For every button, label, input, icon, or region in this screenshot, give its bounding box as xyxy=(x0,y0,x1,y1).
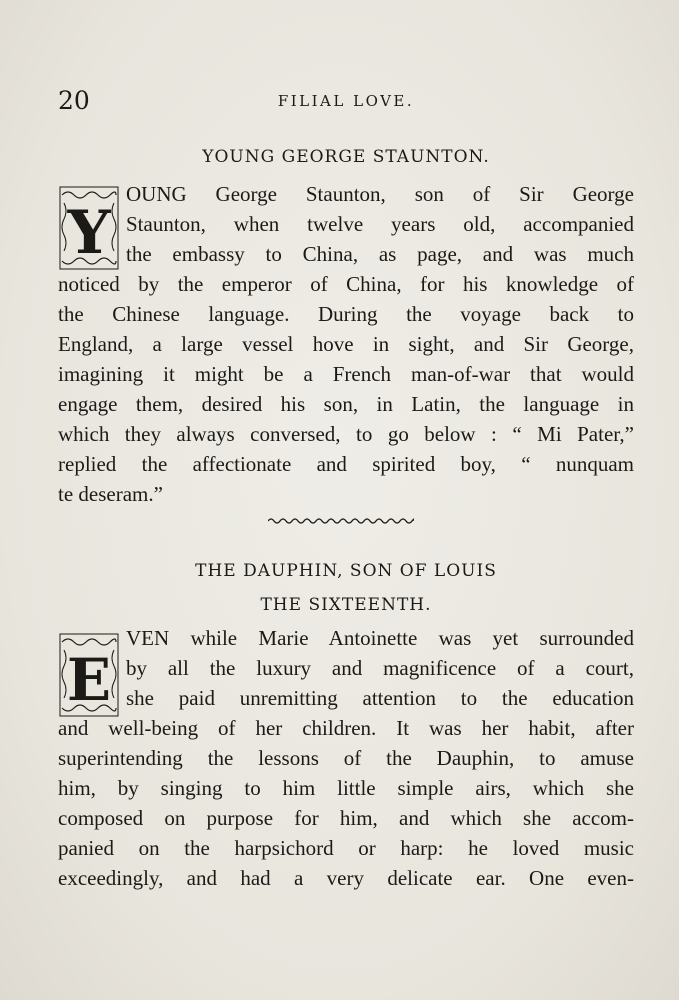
text-line: imagining it might be a French man-of-war that would xyxy=(58,362,634,386)
text-line: OUNG George Staunton, son of Sir George xyxy=(126,182,634,206)
text-line: replied the affectionate and spirited boy, “ nunquam xyxy=(58,452,634,476)
section-title-dauphin-line1: THE DAUPHIN, SON OF LOUIS xyxy=(195,561,497,581)
dropcap-e-letter: E xyxy=(66,646,112,714)
paragraph-dauphin xyxy=(58,623,634,893)
dropcap-y-letter: Y xyxy=(67,198,111,268)
text-line: superintending the lessons of the Dauphin, to amuse xyxy=(58,746,634,770)
section-title-staunton: YOUNG GEORGE STAUNTON. xyxy=(202,147,490,167)
text-line: she paid unremitting attention to the education xyxy=(126,686,634,710)
text-line: the embassy to China, as page, and was much xyxy=(126,242,634,266)
text-line: composed on purpose for him, and which she accom- xyxy=(58,806,634,830)
text-line: and well-being of her children. It was her habit, after xyxy=(58,716,634,740)
page-header xyxy=(58,86,634,116)
text-line: panied on the harpsichord or harp: he loved music xyxy=(58,836,634,860)
text-line: VEN while Marie Antoinette was yet surrounded xyxy=(126,626,634,650)
text-line: engage them, desired his son, in Latin, the language in xyxy=(58,392,634,416)
text-line: him, by singing to him little simple airs, which she xyxy=(58,776,634,800)
text-line: te deseram.” xyxy=(58,482,163,506)
text-line: the Chinese language. During the voyage back to xyxy=(58,302,634,326)
section-title-dauphin-line2: THE SIXTEENTH. xyxy=(260,595,432,615)
paragraph-staunton xyxy=(58,179,634,509)
text-line: England, a large vessel hove in sight, and Sir George, xyxy=(58,332,634,356)
text-line: which they always conversed, to go below : “ Mi Pater,” xyxy=(58,422,634,446)
wavy-divider xyxy=(268,516,414,526)
running-title: FILIAL LOVE. xyxy=(277,92,415,110)
page-number: 20 xyxy=(58,86,90,115)
text-line: noticed by the emperor of China, for his knowledge of xyxy=(58,272,634,296)
text-line: by all the luxury and magnificence of a court, xyxy=(126,656,634,680)
text-line: exceedingly, and had a very delicate ear. One even- xyxy=(58,866,634,890)
text-line: Staunton, when twelve years old, accompanied xyxy=(126,212,634,236)
